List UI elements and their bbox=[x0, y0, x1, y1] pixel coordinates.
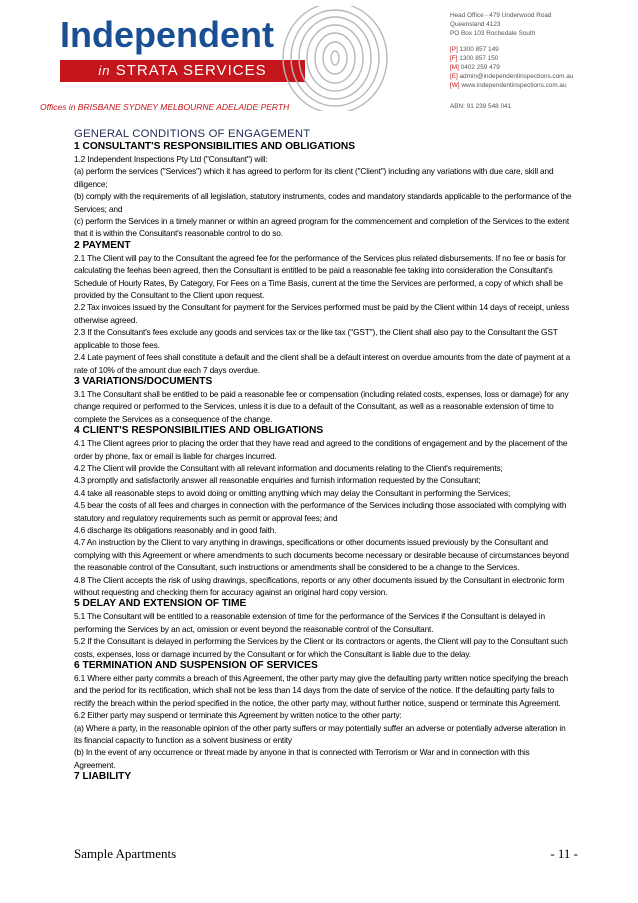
paragraph: 3.1 The Consultant shall be entitled to be paid a reasonable fee or compensation (including related costs, expenses, loss or damage) for any change required or performed to the Services, unless it is due to a default of the Consultant, as well as a reasonable extension of time to complete the Services as a consequence of the change. bbox=[74, 388, 569, 424]
fingerprint-icon bbox=[240, 6, 410, 111]
paragraph: 2.2 Tax invoices issued by the Consultant for payment for the Services performed must be paid by the Client within 14 days of receipt, unless otherwise agreed. bbox=[74, 302, 570, 325]
paragraph: 1.2 Independent Inspections Pty Ltd ("Consultant") will: bbox=[74, 154, 268, 164]
section-heading: 5 DELAY AND EXTENSION OF TIME bbox=[74, 598, 247, 610]
paragraph: (c) perform the Services in a timely manner or within an agreed program for the commencement and completion of the Services to the extent that it is within the Consultant's reasonable control to do so. bbox=[74, 216, 570, 239]
offices-line: Offices in BRISBANE SYDNEY MELBOURNE ADELAIDE PERTH bbox=[40, 102, 290, 112]
paragraph: 5.1 The Consultant will be entitled to a reasonable extension of time for the performance of the Services if the Consultant is delayed in performing the Services by an act, omission or event beyond the reasonable control of the Consultant. bbox=[74, 611, 545, 634]
paragraph: 6.2 Either party may suspend or terminate this Agreement by written notice to the other party: bbox=[74, 710, 402, 721]
paragraph: 4.6 discharge its obligations reasonably and in good faith. bbox=[74, 524, 277, 535]
paragraph: (a) Where a party, in the reasonable opinion of the other party suffers or may potentially suffer an adverse or potentially adverse alteration in its financial capacity to function as a solvent business or entity bbox=[74, 722, 566, 746]
contact-line: PO Box 103 Rochedale South bbox=[450, 29, 536, 37]
paragraph: 4.1 The Client agrees prior to placing the order that they have read and agreed to the conditions of engagement and by the placement of the order by phone, fax or email is liable for charges incurred. bbox=[74, 438, 568, 461]
paragraph: 4.2 The Client will provide the Consultant with all relevant information and documents relating to the Client's requirements; bbox=[74, 462, 503, 473]
document-body bbox=[74, 128, 572, 783]
email-line[interactable]: [E] admin@independentinspections.com.au bbox=[450, 72, 574, 80]
paragraph: 2.3 If the Consultant's fees exclude any goods and services tax or the like tax ("GST"), the Client shall also pay to the Consultant the GST applicable to those fees. bbox=[74, 327, 558, 350]
document-title: GENERAL CONDITIONS OF ENGAGEMENT bbox=[74, 128, 311, 140]
phone-line: [P] 1300 857 149 bbox=[450, 46, 499, 54]
section-heading: 2 PAYMENT bbox=[74, 239, 131, 251]
paragraph: 5.2 If the Consultant is delayed in performing the Services by the Client or its contractors or agents, the Client will pay to the Consultant such costs, expenses, loss or damage incurred by the Consultant or for which the Consultant is liable due to the delay. bbox=[74, 636, 568, 659]
paragraph: 6.1 Where either party commits a breach of this Agreement, the other party may give the defaulting party written notice specifying the breach and the period for its rectification, which shall not be less than 14 days from the date of service of the notice. If the defaulting party fails to rectify the breach within the period specified in the notice, the other party may, without further notice, suspend or terminate this Agreement. bbox=[74, 673, 568, 708]
letterhead bbox=[0, 0, 638, 120]
paragraph: 4.8 The Client accepts the risk of using drawings, specifications, reports or any other documents issued by the Consultant in electronic form without requesting and checking them for accuracy against an original hard copy version. bbox=[74, 574, 565, 597]
contact-line: Head Office - 479 Underwood Road bbox=[450, 12, 552, 19]
section-heading: 3 VARIATIONS/DOCUMENTS bbox=[74, 375, 213, 387]
logo-in-text: in bbox=[98, 63, 111, 78]
fax-line: [F] 1300 857 150 bbox=[450, 55, 499, 63]
section-heading: 1 CONSULTANT'S RESPONSIBILITIES AND OBLIGATIONS bbox=[74, 141, 356, 152]
logo-subtitle: STRATA SERVICES bbox=[115, 62, 267, 79]
abn-line: ABN: 91 239 548 041 bbox=[450, 103, 512, 111]
paragraph: 4.3 promptly and satisfactorily answer all reasonable enquiries and furnish information requested by the Consultant; bbox=[74, 475, 481, 486]
section-heading: 6 TERMINATION AND SUSPENSION OF SERVICES bbox=[74, 660, 318, 672]
paragraph: (a) perform the services ("Services") which it has agreed to perform for its client ("Client") including any variations with due care, skill and diligence; bbox=[74, 166, 554, 189]
paragraph: 2.4 Late payment of fees shall constitute a default and the client shall be a default interest on overdue amounts from the date of payment at a rate of 10% of the amount due each 7 days overdue. bbox=[74, 352, 571, 375]
paragraph: (b) In the event of any occurrence or threat made by anyone in that is connected with Terrorism or War and in connection with this Agreement. bbox=[74, 747, 530, 770]
mobile-line: [M] 0402 259 479 bbox=[450, 63, 500, 71]
section-heading: 7 LIABILITY bbox=[74, 771, 132, 783]
footer-document-name: Sample Apartments bbox=[74, 846, 177, 861]
website-line[interactable]: [W] www.independentinspections.com.au bbox=[450, 81, 567, 89]
paragraph: 2.1 The Client will pay to the Consultant the agreed fee for the performance of the Services plus related disbursements. If no fee or basis for calculating the feehas been agreed, then the Consultant is entitled to be paid a reasonable fee taking into consideration the Consultant's Schedule of Hourly Rates, By Category, For Fees on a Time Basis, current at the time the Services are performed, a copy of which shall be provided by the Consultant to the Client upon request. bbox=[74, 252, 566, 301]
paragraph: (b) comply with the requirements of all legislation, statutory instruments, codes and mandatory standards applicable to the performance of the Services; and bbox=[74, 191, 572, 214]
section-heading: 4 CLIENT'S RESPONSIBILITIES AND OBLIGATIONS bbox=[74, 425, 324, 437]
company-logo-title: Independent bbox=[60, 14, 274, 55]
contact-block bbox=[450, 12, 573, 112]
page-number: - 11 - bbox=[550, 846, 578, 861]
paragraph: 4.4 take all reasonable steps to avoid doing or omitting anything which may delay the Consultant in performing the Services; bbox=[74, 487, 511, 498]
paragraph: 4.7 An instruction by the Client to vary anything in drawings, specifications or other documents issued previously by the Consultant and complying with this Agreement or where amendments to such documents become necessary or desirable because of circumstances beyond the reasonable control of the Consultant, such instructions or amendments shall be considered to be a change to the Services. bbox=[74, 537, 569, 573]
paragraph: 4.5 bear the costs of all fees and charges in connection with the performance of the Services including those associated with complying with statutory and regulatory requirements such as permit or approval fees; and bbox=[74, 500, 567, 523]
contact-line: Queensland 4123 bbox=[450, 20, 501, 28]
